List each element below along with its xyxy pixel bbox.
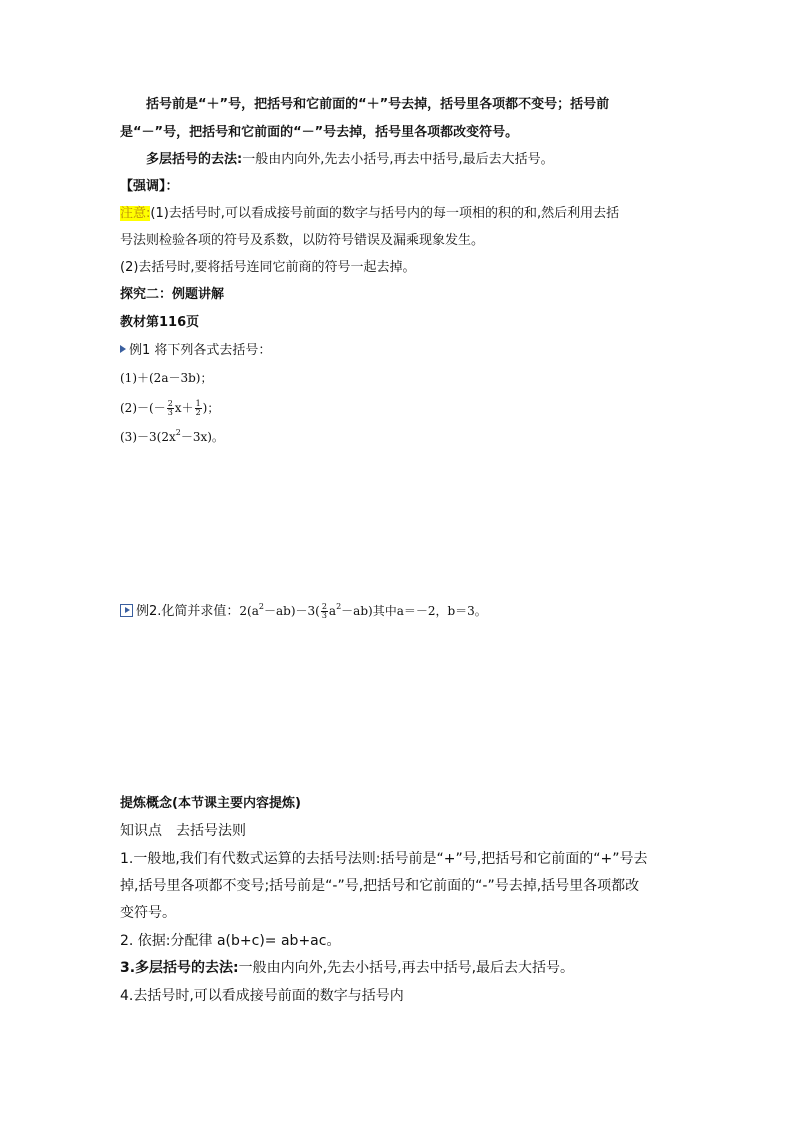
summary-title: 提炼概念(本节课主要内容提炼) bbox=[120, 796, 301, 811]
exponent: 2 bbox=[175, 428, 181, 437]
rule-3-label: 3.多层括号的去法: bbox=[120, 960, 239, 976]
fraction-numerator: 2 bbox=[321, 602, 327, 611]
fraction-denominator: 2 bbox=[195, 408, 201, 417]
exponent: 2 bbox=[336, 602, 342, 611]
ex2-expr-part: 2(a bbox=[239, 604, 259, 618]
multi-layer-rule bbox=[146, 151, 554, 169]
rule-3-text: 一般由内向外,先去小括号,再去中括号,最后去大括号。 bbox=[238, 960, 575, 976]
note-text-1: (1)去括号时,可以看成接号前面的数字与括号内的每一项相的积的和,然后利用去括 bbox=[150, 206, 620, 221]
ex1-item2-prefix: (2)－(－ bbox=[120, 401, 166, 415]
note-label: 注意: bbox=[120, 206, 151, 221]
fraction-numerator: 2 bbox=[167, 399, 173, 408]
rule-2: 2. 依据:分配律 a(b+c)= ab+ac。 bbox=[120, 933, 341, 949]
example-1-item-3 bbox=[120, 428, 224, 446]
play-box-icon bbox=[120, 604, 133, 617]
multi-layer-text: 一般由内向外,先去小括号,再去中括号,最后去大括号。 bbox=[242, 152, 554, 167]
rule-1-line-2: 掉,括号里各项都不变号;括号前是“-”号,把括号和它前面的“-”号去掉,括号里各项都改 bbox=[120, 878, 640, 894]
emphasis-heading: 【强调】： bbox=[120, 179, 179, 194]
ex1-item3-suffix: －3x)。 bbox=[180, 430, 224, 444]
fraction-numerator: 1 bbox=[195, 399, 201, 408]
example-2-line bbox=[120, 600, 487, 623]
note-line-2: 号法则检验各项的符号及系数，以防符号错误及漏乘现象发生。 bbox=[120, 233, 485, 248]
rule-1-line-1: 1.一般地,我们有代数式运算的去括号法则:括号前是“+”号,把括号和它前面的“+”号去 bbox=[120, 851, 648, 867]
exponent: 2 bbox=[258, 602, 264, 611]
note-line-1 bbox=[120, 205, 619, 223]
example-2-expression bbox=[239, 604, 486, 618]
multi-layer-label: 多层括号的去法: bbox=[146, 152, 243, 167]
ex2-expr-part: a bbox=[328, 604, 337, 618]
explore-title: 探究二：例题讲解 bbox=[120, 287, 225, 302]
play-marker-icon bbox=[120, 345, 126, 353]
note-line-3: (2)去括号时,要将括号连同它前商的符号一起去掉。 bbox=[120, 260, 416, 275]
example-1-title: 例1 将下列各式去括号： bbox=[129, 343, 272, 358]
fraction-denominator: 3 bbox=[321, 611, 327, 620]
ex1-item3-prefix: (3)－3(2x bbox=[120, 430, 176, 444]
example-2-label: 例2.化简并求值： bbox=[136, 604, 240, 619]
fraction-two-thirds bbox=[167, 400, 174, 417]
knowledge-point: 知识点 去括号法则 bbox=[120, 823, 246, 839]
rule-4: 4.去括号时,可以看成接号前面的数字与括号内 bbox=[120, 988, 404, 1004]
textbook-reference: 教材第116页 bbox=[120, 315, 200, 330]
rule-text-line-1: 括号前是“＋”号，把括号和它前面的“＋”号去掉，括号里各项都不变号；括号前 bbox=[146, 97, 610, 112]
example-1-item-2 bbox=[120, 397, 219, 419]
ex1-item2-suffix: )； bbox=[202, 401, 220, 415]
rule-3 bbox=[120, 958, 574, 978]
fraction-denominator: 3 bbox=[167, 408, 173, 417]
ex2-expr-part: －ab)其中a＝－2，b＝3。 bbox=[341, 604, 487, 618]
fraction-two-thirds bbox=[321, 603, 328, 620]
ex1-item2-mid: x＋ bbox=[174, 401, 194, 415]
rule-1-line-3: 变符号。 bbox=[120, 905, 176, 921]
example-1-item-1: (1)＋(2a－3b)； bbox=[120, 371, 213, 385]
example-1-heading bbox=[120, 342, 271, 360]
fraction-one-half bbox=[195, 400, 202, 417]
rule-text-line-2: 是“－”号，把括号和它前面的“－”号去掉，括号里各项都改变符号。 bbox=[120, 125, 519, 140]
ex2-expr-part: －ab)－3( bbox=[263, 604, 320, 618]
